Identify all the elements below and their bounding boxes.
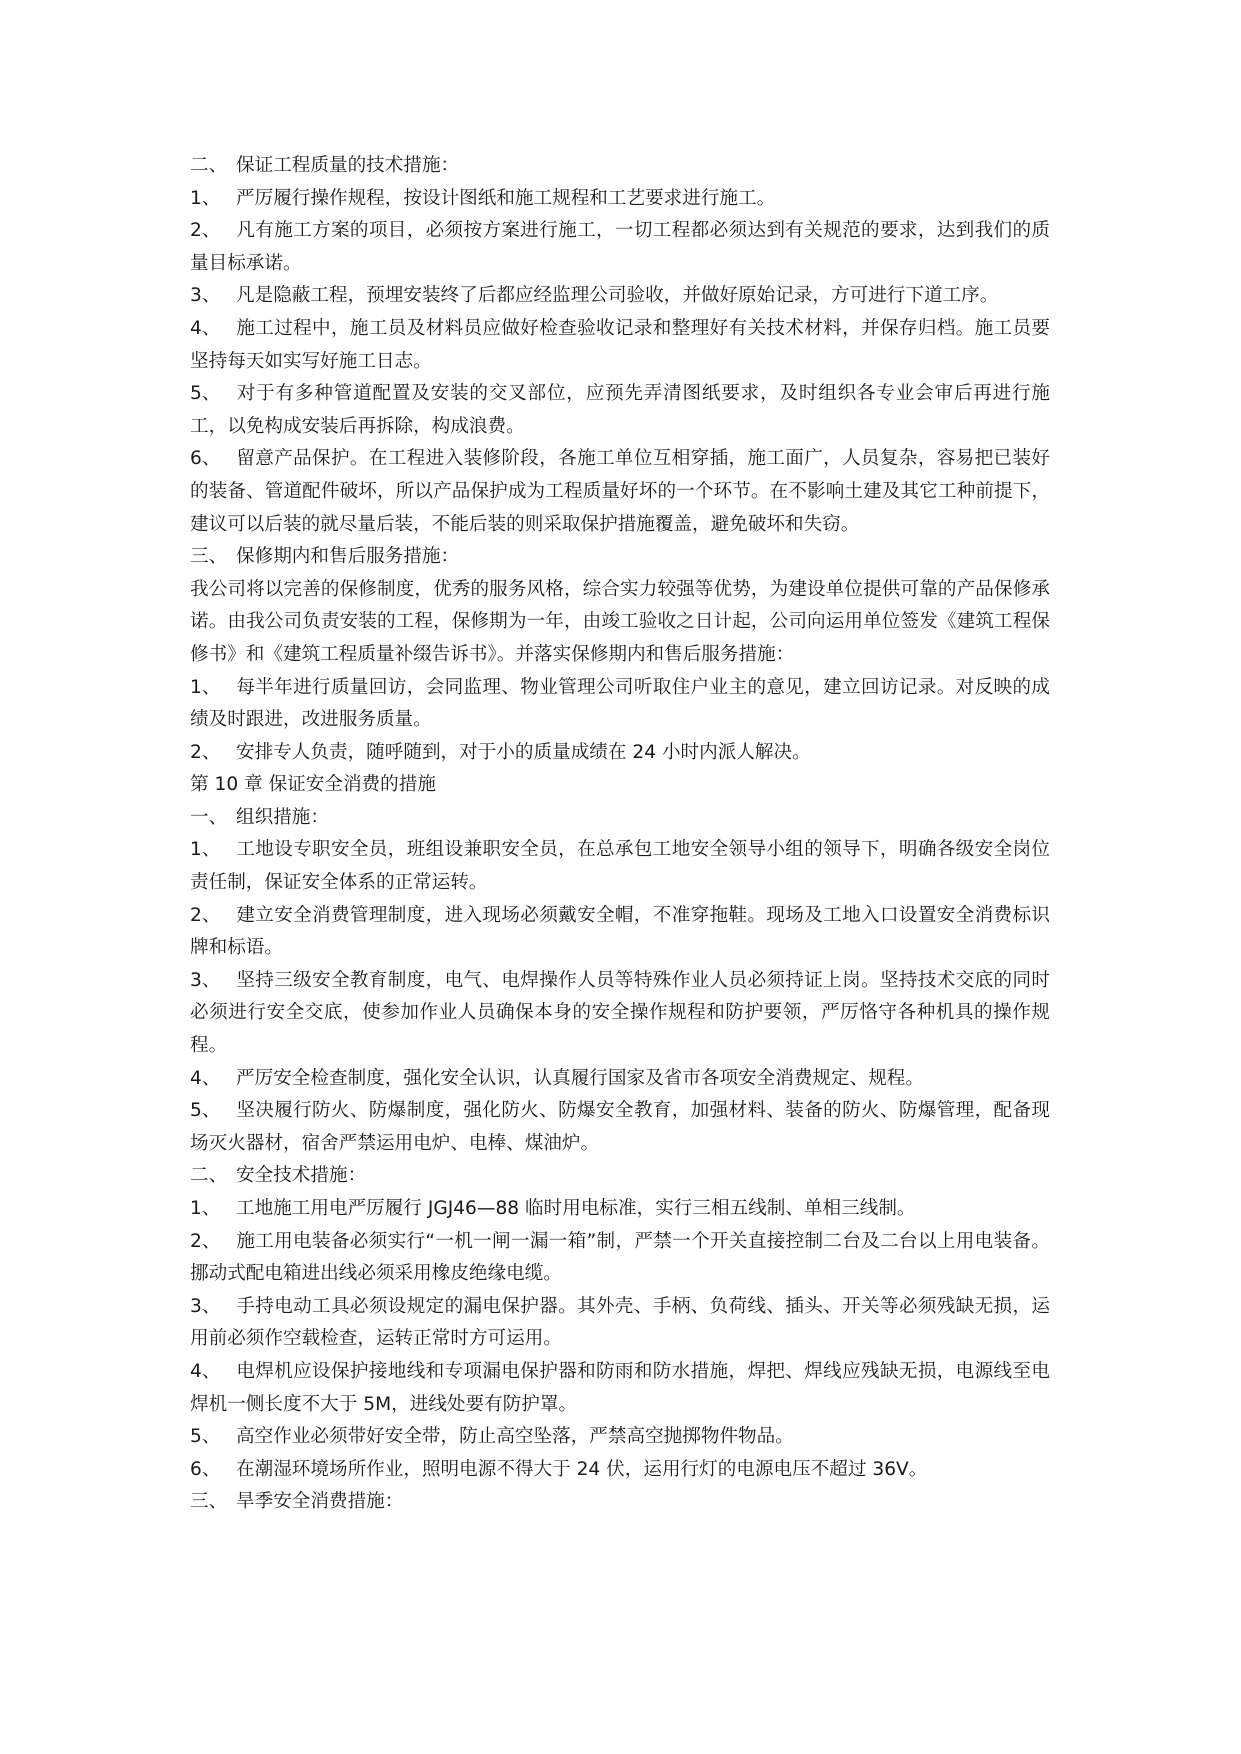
paragraph-text: 高空作业必须带好安全带，防止高空坠落，严禁高空抛掷物件物品。 xyxy=(236,1426,794,1448)
paragraph xyxy=(190,737,1050,770)
paragraph-number: 3、 xyxy=(190,285,221,307)
paragraph xyxy=(190,965,1050,1063)
paragraph-text: 施工过程中，施工员及材料员应做好检查验收记录和整理好有关技术材料，并保存归档。施工员要坚持每天如实写好施工日志。 xyxy=(190,317,1050,372)
paragraph-number: 4、 xyxy=(190,1067,221,1089)
paragraph-number: 二、 xyxy=(190,1165,228,1187)
paragraph-text: 第 10 章 保证安全消费的措施 xyxy=(190,774,436,796)
paragraph-text: 手持电动工具必须设规定的漏电保护器。其外壳、手柄、负荷线、插头、开关等必须残缺无损，运用前必须作空载检查，运转正常时方可运用。 xyxy=(190,1295,1050,1350)
paragraph-text: 对于有多种管道配置及安装的交叉部位，应预先弄清图纸要求，及时组织各专业会审后再进行施工，以免构成安装后再拆除，构成浪费。 xyxy=(190,383,1050,437)
paragraph-number: 1、 xyxy=(190,676,221,698)
paragraph xyxy=(190,1421,1050,1454)
paragraph-number: 三、 xyxy=(190,1491,228,1513)
paragraph-text: 旱季安全消费措施： xyxy=(236,1491,404,1513)
paragraph xyxy=(190,443,1050,541)
paragraph xyxy=(190,900,1050,965)
paragraph-number: 5、 xyxy=(190,1426,221,1448)
paragraph xyxy=(190,834,1050,899)
paragraph xyxy=(190,672,1050,737)
paragraph-text: 工地设专职安全员，班组设兼职安全员，在总承包工地安全领导小组的领导下，明确各级安全岗位责任制，保证安全体系的正常运转。 xyxy=(190,839,1050,894)
paragraph xyxy=(190,1095,1050,1160)
paragraph xyxy=(190,802,1050,835)
paragraph-number: 1、 xyxy=(190,1198,221,1219)
paragraph-text: 坚决履行防火、防爆制度，强化防火、防爆安全教育，加强材料、装备的防火、防爆管理，配备现场灭火器材，宿舍严禁运用电炉、电棒、煤油炉。 xyxy=(190,1100,1050,1154)
paragraph xyxy=(190,574,1050,672)
paragraph-number: 三、 xyxy=(190,546,228,568)
paragraph-text: 我公司将以完善的保修制度，优秀的服务风格，综合实力较强等优势，为建设单位提供可靠的产品保修承诺。由我公司负责安装的工程，保修期为一年，由竣工验收之日计起，公司向运用单位签发《建筑工程保修书》和《建筑工程质量补缀告诉书》。并落实保修期内和售后服务措施： xyxy=(190,578,1050,665)
document-body xyxy=(190,150,1050,1519)
paragraph-number: 3、 xyxy=(190,1295,221,1317)
paragraph-number: 6、 xyxy=(190,1458,221,1480)
paragraph-text: 严厉安全检查制度，强化安全认识，认真履行国家及省市各项安全消费规定、规程。 xyxy=(236,1067,924,1089)
paragraph-number: 二、 xyxy=(190,155,228,176)
paragraph-text: 每半年进行质量回访，会同监理、物业管理公司听取住户业主的意见，建立回访记录。对反映的成绩及时跟进，改进服务质量。 xyxy=(190,676,1050,731)
paragraph xyxy=(190,541,1050,574)
paragraph-text: 电焊机应设保护接地线和专项漏电保护器和防雨和防水措施，焊把、焊线应残缺无损，电源线至电焊机一侧长度不大于 5M，进线处要有防护罩。 xyxy=(190,1360,1050,1415)
paragraph xyxy=(190,1454,1050,1487)
paragraph-number: 6、 xyxy=(190,448,221,470)
paragraph-text: 安全技术措施： xyxy=(236,1165,367,1187)
paragraph-number: 2、 xyxy=(190,220,221,242)
paragraph-number: 5、 xyxy=(190,383,221,405)
paragraph-number: 4、 xyxy=(190,317,221,339)
paragraph xyxy=(190,1356,1050,1421)
paragraph xyxy=(190,313,1050,378)
paragraph-text: 保修期内和售后服务措施： xyxy=(236,546,460,568)
paragraph-number: 2、 xyxy=(190,904,221,926)
paragraph-number: 一、 xyxy=(190,806,228,828)
paragraph-text: 凡是隐蔽工程，预埋安装终了后都应经监理公司验收，并做好原始记录，方可进行下道工序。 xyxy=(236,285,999,307)
paragraph xyxy=(190,183,1050,216)
paragraph-number: 5、 xyxy=(190,1100,221,1122)
paragraph xyxy=(190,769,1050,802)
paragraph xyxy=(190,1063,1050,1096)
paragraph-number: 3、 xyxy=(190,969,221,991)
paragraph-number: 2、 xyxy=(190,1230,221,1252)
paragraph-number: 2、 xyxy=(190,741,221,763)
paragraph-text: 在潮湿环境场所作业，照明电源不得大于 24 伏，运用行灯的电源电压不超过 36V。 xyxy=(236,1458,928,1480)
paragraph xyxy=(190,1486,1050,1519)
paragraph xyxy=(190,378,1050,443)
paragraph xyxy=(190,1291,1050,1356)
paragraph-number: 1、 xyxy=(190,187,221,209)
paragraph-text: 组织措施： xyxy=(236,806,329,828)
paragraph-text: 留意产品保护。在工程进入装修阶段，各施工单位互相穿插，施工面广，人员复杂，容易把已装好的装备、管道配件破坏，所以产品保护成为工程质量好坏的一个环节。在不影响土建及其它工种前提下，建议可以后装的就尽量后装，不能后装的则采取保护措施覆盖，避免破坏和失窃。 xyxy=(190,448,1050,535)
paragraph-text: 安排专人负责，随呼随到，对于小的质量成绩在 24 小时内派人解决。 xyxy=(236,741,811,763)
paragraph-text: 凡有施工方案的项目，必须按方案进行施工，一切工程都必须达到有关规范的要求，达到我们的质量目标承诺。 xyxy=(190,220,1050,274)
paragraph xyxy=(190,150,1050,183)
paragraph xyxy=(190,1226,1050,1291)
paragraph-text: 坚持三级安全教育制度，电气、电焊操作人员等特殊作业人员必须持证上岗。坚持技术交底的同时必须进行安全交底，使参加作业人员确保本身的安全操作规程和防护要领，严厉恪守各种机具的操作规程。 xyxy=(190,969,1050,1057)
paragraph-text: 工地施工用电严厉履行 JGJ46—88 临时用电标准，实行三相五线制、单相三线制。 xyxy=(236,1198,916,1219)
paragraph-number: 1、 xyxy=(190,839,221,861)
paragraph xyxy=(190,1160,1050,1193)
paragraph-number: 4、 xyxy=(190,1360,221,1382)
paragraph-text: 严厉履行操作规程，按设计图纸和施工规程和工艺要求进行施工。 xyxy=(236,187,776,209)
paragraph-text: 施工用电装备必须实行“一机一闸一漏一箱”制，严禁一个开关直接控制二台及二台以上用电装备。挪动式配电箱进出线必须采用橡皮绝缘电缆。 xyxy=(190,1230,1050,1285)
paragraph xyxy=(190,1193,1050,1226)
paragraph xyxy=(190,215,1050,280)
paragraph-text: 保证工程质量的技术措施： xyxy=(236,155,460,176)
paragraph xyxy=(190,280,1050,313)
paragraph-text: 建立安全消费管理制度，进入现场必须戴安全帽，不准穿拖鞋。现场及工地入口设置安全消费标识牌和标语。 xyxy=(190,904,1050,959)
